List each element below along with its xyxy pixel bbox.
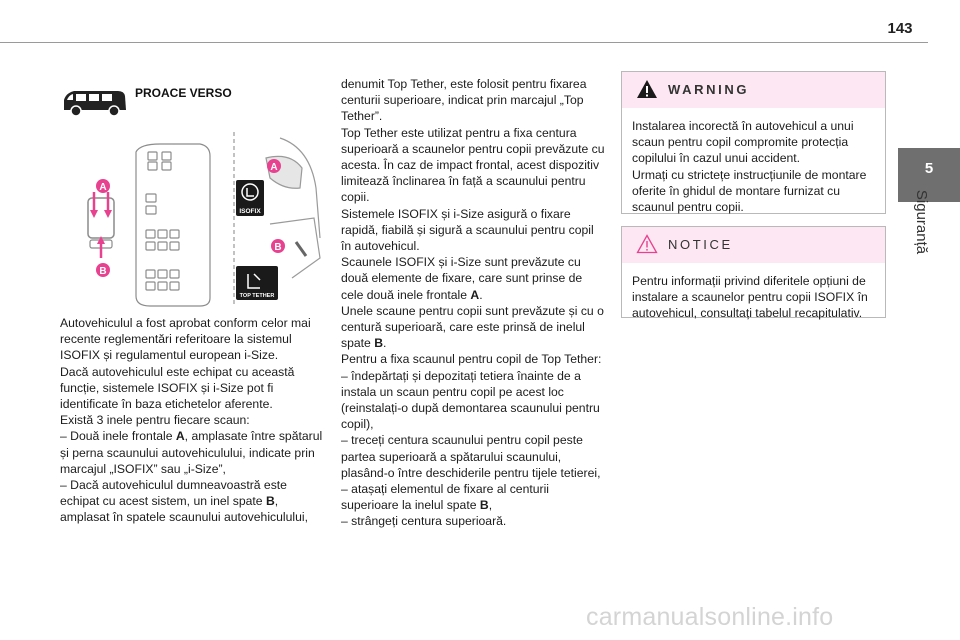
paragraph: Unele scaune pentru copii sunt prevăzute și cu o centură superioară, care este prinsă de inelul spate B. (341, 303, 604, 351)
paragraph: Scaunele ISOFIX și i-Size sunt prevăzute cu două elemente de fixare, care sunt prinse de cele două inele frontale A. (341, 255, 583, 302)
vehicle-model: PROACE VERSO (135, 86, 232, 100)
warning-header (622, 72, 885, 108)
child-seat-side-view (88, 192, 114, 258)
bullet: – atașați elementul de fixare al centurii superioare la inelul spate B, (341, 482, 549, 513)
chapter-title-vertical (908, 189, 932, 332)
paragraph: Există 3 inele pentru fiecare scaun: (60, 413, 250, 428)
warning-box (621, 71, 886, 214)
marker-b-right-label: B (274, 242, 282, 253)
chapter-number: 5 (924, 160, 934, 177)
paragraph: Top Tether este utilizat pentru a fixa centura superioară a scaunelor pentru copii prevăzute cu acesta. În caz de impact frontal, acest dispozitiv limitează înclinarea în față a scaunului pentru copii. (341, 125, 605, 205)
marker-b-left-label: B (99, 266, 107, 277)
watermark: carmanualsonline.info (586, 603, 834, 631)
warning-triangle-icon (636, 79, 658, 99)
chapter-title: Siguranță (913, 189, 930, 255)
paragraph: denumit Top Tether, este folosit pentru fixarea centurii superioare, indicat prin marcajul „Top Tether”. (341, 77, 587, 124)
bullet: – îndepărtați și depozitați tetiera înainte de a instala un scaun pentru copil pe acest loc (reinstalați-o după demontarea scaunului pentru copil), (341, 368, 600, 432)
paragraph: Autovehiculul a fost aprobat conform celor mai recente reglementări referitoare la sistemul ISOFIX și regulamentul european i-Size. (60, 316, 311, 363)
marker-a-right-label: A (270, 162, 278, 173)
column-2-text (341, 76, 606, 530)
header-rule (0, 42, 928, 43)
bullet: – treceți centura scaunului pentru copil peste partea superioară a spătarului scaunului, plasând-o între deschiderile pentru tijele tetierei, (341, 433, 601, 480)
isofix-badge-label: ISOFIX (239, 208, 261, 215)
bullet-front-rings: – Două inele frontale A, amplasate între spătarul și perna scaunului autovehiculului, indicate prin marcajul „ISOFIX” sau „i-Size”, (60, 429, 323, 476)
column-1-text (60, 315, 325, 526)
top-tether-badge-label: TOP TETHER (239, 293, 275, 299)
notice-triangle-icon (636, 234, 658, 254)
isofix-diagram (70, 128, 330, 308)
van-icon (60, 86, 130, 118)
notice-title: NOTICE (668, 237, 733, 252)
bullet: – strângeți centura superioară. (341, 514, 507, 529)
notice-body: Pentru informații privind diferitele opțiuni de instalare a scaunelor pentru copii ISOFIX în autovehicul, consultați tabelul recapitulativ. (632, 274, 868, 321)
notice-header (622, 227, 885, 263)
notice-box (621, 226, 886, 321)
marker-a-left-label: A (99, 182, 107, 193)
warning-title: WARNING (668, 82, 750, 97)
paragraph: Pentru a fixa scaunul pentru copil de Top Tether: (341, 352, 602, 367)
bullet-rear-ring: – Dacă autovehiculul dumneavoastră este echipat cu acest sistem, un inel spate B, amplasat în spatele scaunului autovehiculului, (60, 478, 308, 525)
paragraph: Sistemele ISOFIX și i-Size asigură o fixare rapidă, fiabilă și sigură a scaunului pentru copil în autovehicul. (341, 206, 594, 254)
paragraph: Dacă autovehiculul este echipat cu această funcție, sistemele ISOFIX și i-Size pot fi identificate în baza etichetelor aferente. (60, 364, 295, 412)
page-number: 143 (887, 20, 913, 37)
warning-body: Instalarea incorectă în autovehicul a unui scaun pentru copil compromite protecția copilului în cazul unui accident. Urmați cu strictețe instrucțiunile de montare oferite în ghidul de montare furnizat cu scaunul pentru copii. (632, 119, 867, 215)
vehicle-seat-plan (136, 144, 210, 306)
